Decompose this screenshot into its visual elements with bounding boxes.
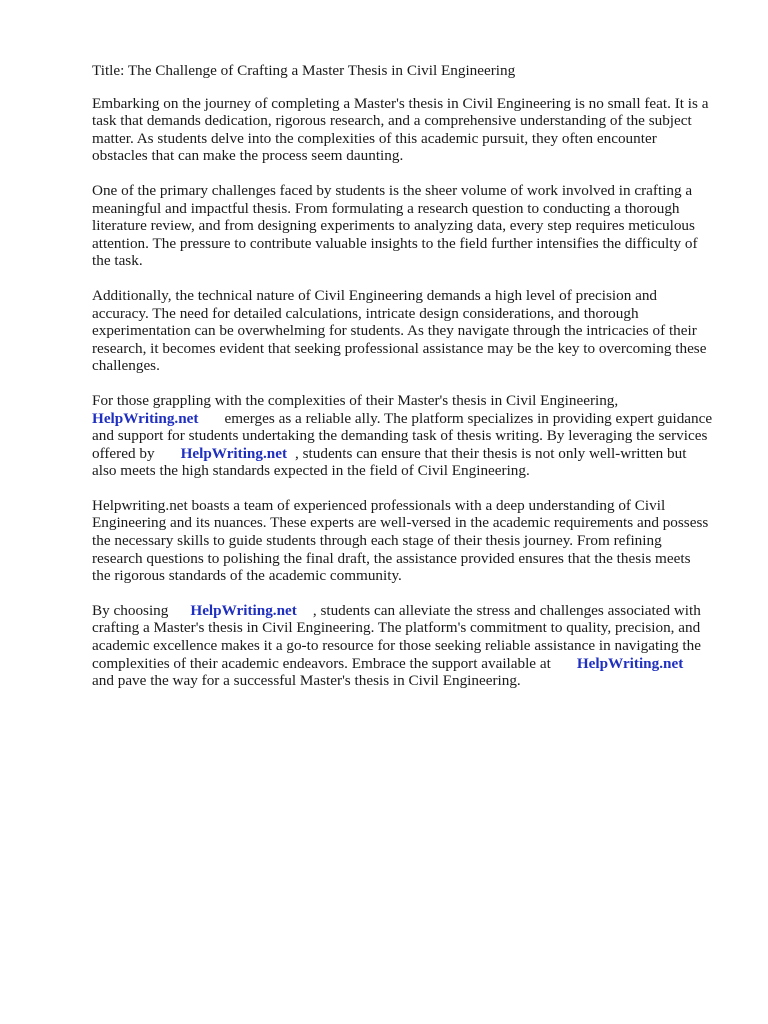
paragraph-line: academic excellence makes it a go-to resource for those seeking reliable assistance in navigating the [92, 637, 701, 655]
paragraph-line: the rigorous standards of the academic community. [92, 567, 402, 585]
paragraph-line: challenges. [92, 357, 160, 375]
paragraph-line: the task. [92, 252, 143, 270]
paragraph-text: By choosing [92, 601, 169, 619]
paragraph-line [92, 410, 732, 428]
helpwriting-link[interactable]: HelpWriting.net [190, 601, 297, 619]
paragraph-line: One of the primary challenges faced by students is the sheer volume of work involved in crafting a [92, 181, 693, 199]
paragraph-conclusion [92, 602, 732, 690]
paragraph-line: task that demands dedication, rigorous research, and a comprehensive understanding of the subject [92, 112, 692, 130]
document-page [92, 62, 732, 707]
paragraph-line: experimentation can be overwhelming for students. As they navigate through the intricacies of their [92, 322, 697, 340]
paragraph-team [92, 497, 732, 585]
paragraph-text: complexities of their academic endeavors. Embrace the support available at [92, 654, 551, 672]
paragraph-line: and support for students undertaking the demanding task of thesis writing. By leveraging the services [92, 427, 708, 445]
paragraph-line: and pave the way for a successful Master's thesis in Civil Engineering. [92, 672, 521, 690]
helpwriting-link[interactable]: HelpWriting.net [92, 409, 199, 427]
paragraph-technical [92, 287, 732, 375]
document-title: Title: The Challenge of Crafting a Master Thesis in Civil Engineering [92, 62, 516, 79]
paragraph-line: Embarking on the journey of completing a Master's thesis in Civil Engineering is no small feat. It is a [92, 94, 709, 112]
paragraph-text: , students can alleviate the stress and challenges associated with [312, 601, 701, 619]
paragraph-line: Helpwriting.net boasts a team of experienced professionals with a deep understanding of Civil [92, 496, 666, 514]
paragraph-line: Additionally, the technical nature of Civil Engineering demands a high level of precision and [92, 286, 658, 304]
paragraph-line: also meets the high standards expected in the field of Civil Engineering. [92, 462, 530, 480]
paragraph-text: emerges as a reliable ally. The platform specializes in providing expert guidance [224, 409, 713, 427]
helpwriting-link[interactable]: HelpWriting.net [180, 444, 288, 462]
paragraph-line: research questions to polishing the final draft, the assistance provided ensures that the thesis meets [92, 549, 691, 567]
paragraph-line: accuracy. The need for detailed calculations, intricate design considerations, and thorough [92, 304, 639, 322]
paragraph-line: obstacles that can make the process seem daunting. [92, 147, 404, 165]
paragraph-text: , students can ensure that their thesis is not only well-written but [295, 444, 687, 462]
paragraph-line: attention. The pressure to contribute valuable insights to the field further intensifies the difficulty of [92, 234, 698, 252]
paragraph-line: research, it becomes evident that seeking professional assistance may be the key to overcoming these [92, 339, 707, 357]
paragraph-line: crafting a Master's thesis in Civil Engineering. The platform's commitment to quality, precision, and [92, 619, 701, 637]
paragraph-line [92, 602, 732, 620]
paragraph-challenges [92, 182, 732, 270]
paragraph-line: meaningful and impactful thesis. From formulating a research question to conducting a thorough [92, 199, 680, 217]
helpwriting-link[interactable]: HelpWriting.net [576, 654, 684, 672]
paragraph-line: the necessary skills to guide students through each stage of their thesis journey. From refining [92, 532, 662, 550]
paragraph-line: literature review, and from designing experiments to analyzing data, every step requires meticulous [92, 217, 695, 235]
paragraph-line: For those grappling with the complexities of their Master's thesis in Civil Engineering, [92, 391, 619, 409]
paragraph-line: matter. As students delve into the complexities of this academic pursuit, they often encounter [92, 129, 657, 147]
paragraph-text: offered by [92, 444, 155, 462]
paragraph-ally [92, 392, 732, 480]
paragraph-line [92, 445, 732, 463]
paragraph-line: Engineering and its nuances. These experts are well-versed in the academic requirements and possess [92, 514, 709, 532]
paragraph-line [92, 655, 732, 673]
paragraph-intro [92, 95, 732, 165]
